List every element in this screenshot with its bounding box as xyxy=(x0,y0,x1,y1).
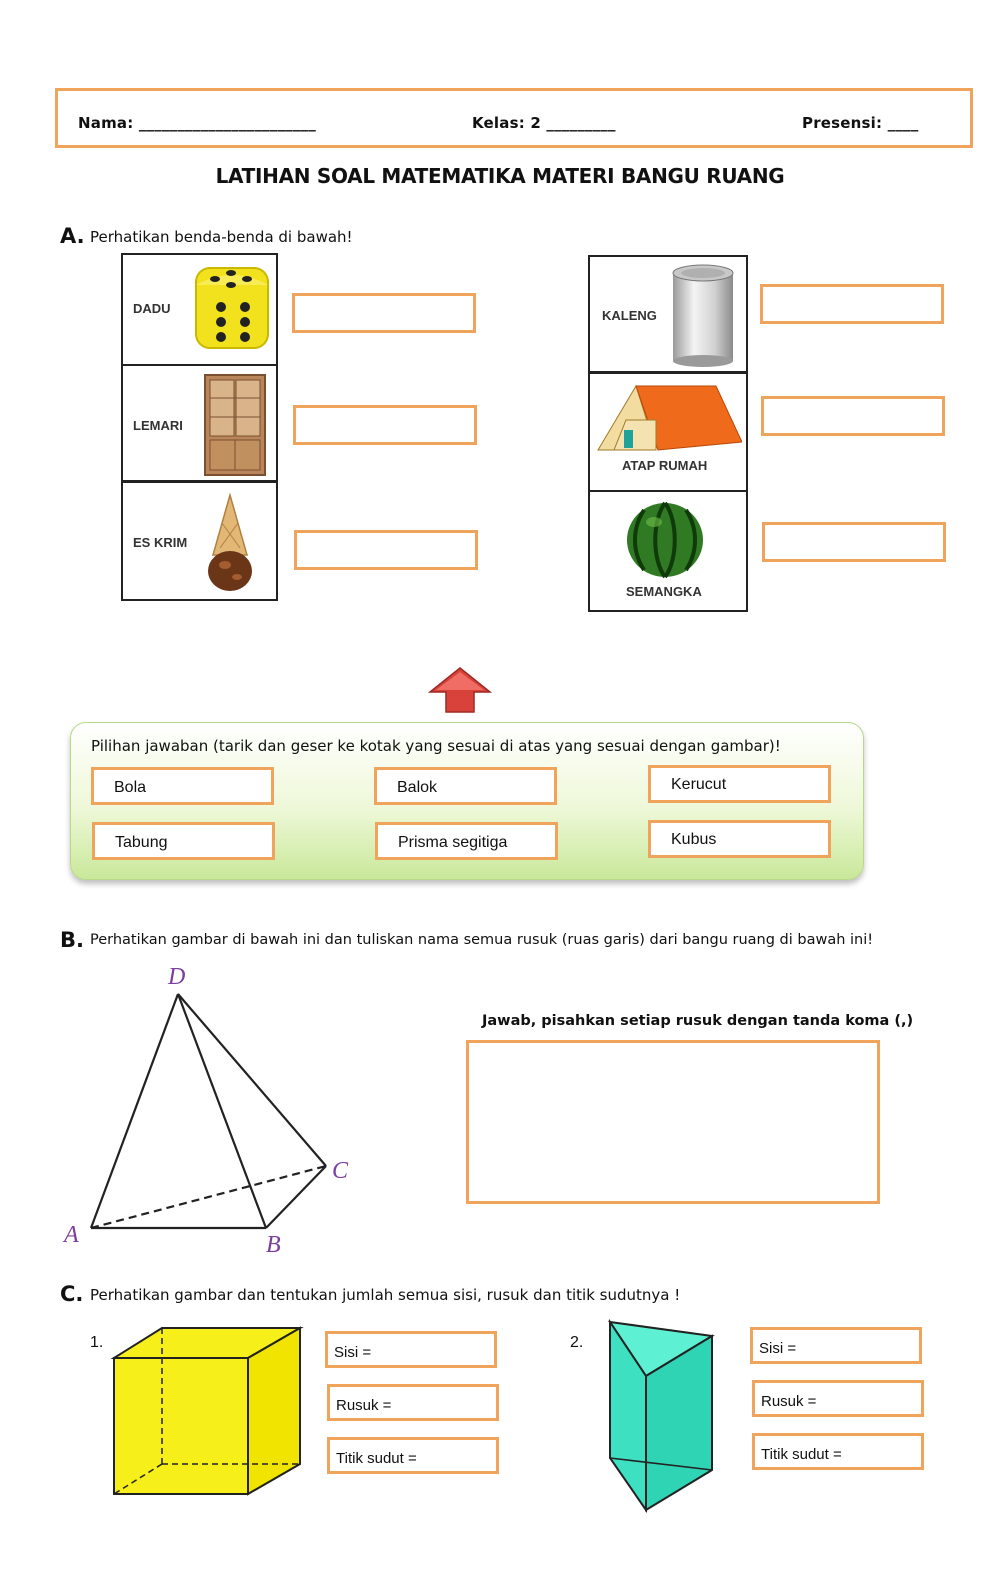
section-c-instruction: Perhatikan gambar dan tentukan jumlah semua sisi, rusuk dan titik sudutnya ! xyxy=(90,1286,681,1304)
choice-bola[interactable]: Bola xyxy=(91,767,274,805)
section-a-instruction: Perhatikan benda-benda di bawah! xyxy=(90,228,353,246)
object-card-es-krim xyxy=(121,481,278,601)
roof-icon xyxy=(596,380,742,452)
item-2-titik-sudut-field[interactable]: Titik sudut = xyxy=(752,1433,924,1470)
presensi-field[interactable]: Presensi: ____ xyxy=(802,114,919,132)
answer-choices-panel xyxy=(70,722,864,880)
item-2-number: 2. xyxy=(570,1334,584,1351)
object-label: SEMANGKA xyxy=(626,584,702,599)
ice-cream-cone-icon xyxy=(205,493,255,593)
answer-box-semangka[interactable] xyxy=(762,522,946,562)
answer-box-atap-rumah[interactable] xyxy=(761,396,945,436)
item-1-titik-sudut-field[interactable]: Titik sudut = xyxy=(327,1437,499,1474)
vertex-label-d: D xyxy=(168,964,186,990)
choice-kerucut[interactable]: Kerucut xyxy=(648,765,831,803)
object-card-semangka xyxy=(588,490,748,612)
answer-box-kaleng[interactable] xyxy=(760,284,944,324)
pyramid-diagram xyxy=(56,962,366,1262)
vertex-label-a: A xyxy=(64,1222,79,1248)
rusuk-answer-box[interactable] xyxy=(466,1040,880,1204)
item-1-number: 1. xyxy=(90,1334,104,1351)
can-icon xyxy=(668,263,738,369)
item-1-rusuk-field[interactable]: Rusuk = xyxy=(327,1384,499,1421)
cabinet-icon xyxy=(201,372,271,478)
vertex-label-b: B xyxy=(266,1232,281,1258)
choices-prompt: Pilihan jawaban (tarik dan geser ke kotak yang sesuai di atas yang sesuai dengan gambar)! xyxy=(91,737,781,755)
answer-instruction: Jawab, pisahkan setiap rusuk dengan tanda koma (,) xyxy=(482,1013,914,1029)
answer-box-es-krim[interactable] xyxy=(294,530,478,570)
page-title: LATIHAN SOAL MATEMATIKA MATERI BANGU RUANG xyxy=(215,164,785,188)
object-label: LEMARI xyxy=(133,418,183,433)
object-card-lemari xyxy=(121,364,278,482)
item-1-sisi-field[interactable]: Sisi = xyxy=(325,1331,497,1368)
vertex-label-c: C xyxy=(332,1158,349,1184)
answer-box-dadu[interactable] xyxy=(292,293,476,333)
triangular-prism-diagram xyxy=(606,1318,720,1514)
up-arrow-icon xyxy=(428,666,492,714)
choice-balok[interactable]: Balok xyxy=(374,767,557,805)
choice-prisma-segitiga[interactable]: Prisma segitiga xyxy=(375,822,558,860)
item-2-rusuk-field[interactable]: Rusuk = xyxy=(752,1380,924,1417)
section-b-letter: B. xyxy=(60,928,84,952)
section-c-letter: C. xyxy=(60,1282,84,1306)
object-label: DADU xyxy=(133,301,171,316)
item-2-sisi-field[interactable]: Sisi = xyxy=(750,1327,922,1364)
object-card-kaleng xyxy=(588,255,748,373)
object-card-atap-rumah xyxy=(588,372,748,492)
object-label: ES KRIM xyxy=(133,535,188,550)
choice-tabung[interactable]: Tabung xyxy=(92,822,275,860)
nama-field[interactable]: Nama: _______________________ xyxy=(78,114,316,132)
cube-diagram xyxy=(110,1324,306,1498)
kelas-field[interactable]: Kelas: 2 _________ xyxy=(472,114,616,132)
section-b-instruction: Perhatikan gambar di bawah ini dan tuliskan nama semua rusuk (ruas garis) dari bangu ruang di bawah ini! xyxy=(90,932,874,948)
object-card-dadu xyxy=(121,253,278,366)
watermelon-icon xyxy=(624,500,706,580)
object-label: KALENG xyxy=(602,308,657,323)
choice-kubus[interactable]: Kubus xyxy=(648,820,831,858)
object-label: ATAP RUMAH xyxy=(622,458,708,473)
section-a-letter: A. xyxy=(60,224,85,248)
dice-icon xyxy=(193,263,273,353)
answer-box-lemari[interactable] xyxy=(293,405,477,445)
